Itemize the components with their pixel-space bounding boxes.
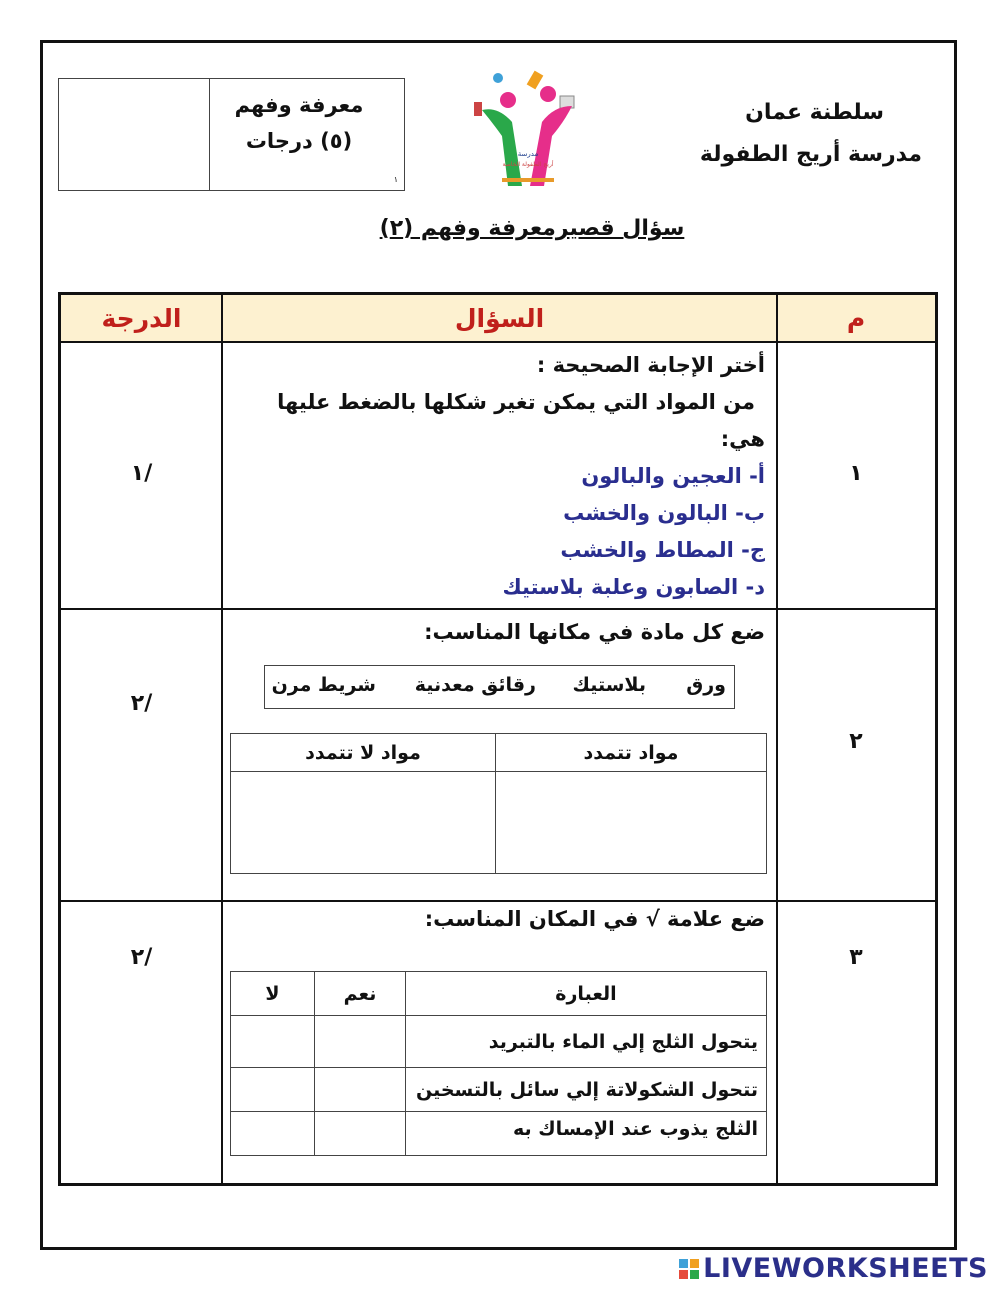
school-name: مدرسة أريج الطفولة	[699, 142, 922, 167]
logo-text-1: مدرسة	[517, 150, 539, 158]
q3-instruction: ضع علامة √ في المكان المناسب:	[424, 907, 765, 931]
score-tick: ١	[393, 175, 398, 184]
no-cell[interactable]	[231, 1016, 315, 1068]
yes-cell[interactable]	[315, 1068, 406, 1112]
liveworksheets-icon	[679, 1259, 699, 1279]
yes-cell[interactable]	[315, 1112, 406, 1156]
word-item[interactable]: ورق	[686, 674, 726, 696]
header-question: السؤال	[222, 295, 777, 343]
col-expand: مواد تتمدد	[496, 734, 767, 772]
statement: الثلج يذوب عند الإمساك به	[406, 1112, 767, 1156]
q2-grade: ٢/	[130, 691, 153, 716]
row-divider	[61, 608, 935, 610]
q1-option[interactable]: ب- البالون والخشب	[563, 501, 765, 525]
word-item[interactable]: رقائق معدنية	[414, 674, 536, 696]
col-statement: العبارة	[406, 972, 767, 1016]
col-no: لا	[231, 972, 315, 1016]
score-box-divider	[209, 79, 210, 190]
statement: يتحول الثلج إلي الماء بالتبريد	[406, 1016, 767, 1068]
q1-body	[245, 347, 765, 606]
q3-grade: ٢/	[130, 945, 153, 970]
q3-number: ٣	[849, 945, 863, 970]
header-number: م	[777, 295, 935, 343]
word-bank	[264, 665, 735, 709]
q1-option[interactable]: أ- العجين والبالون	[581, 464, 765, 488]
school-logo-icon	[468, 66, 588, 196]
q2-instruction: ضع كل مادة في مكانها المناسب:	[424, 620, 765, 644]
school-heading	[700, 92, 922, 176]
logo-text-2: أريج الطفولة الخاصة	[502, 161, 554, 168]
q1-stem: من المواد التي يمكن تغير شكلها بالضغط عليها	[277, 390, 755, 414]
word-item[interactable]: شريط مرن	[271, 674, 376, 696]
country-name: سلطنة عمان	[745, 100, 884, 125]
statement: تتحول الشكولاتة إلي سائل بالتسخين	[406, 1068, 767, 1112]
q1-option[interactable]: ج- المطاط والخشب	[560, 538, 765, 562]
school-logo	[468, 66, 588, 196]
page-title: سؤال قصيرمعرفة وفهم (٢)	[379, 216, 685, 241]
no-cell[interactable]	[231, 1112, 315, 1156]
row-divider	[61, 900, 935, 902]
no-cell[interactable]	[231, 1068, 315, 1112]
sort-table	[230, 733, 767, 874]
check-table	[230, 971, 767, 1156]
score-box	[58, 78, 405, 191]
col-yes: نعم	[315, 972, 406, 1016]
liveworksheets-brand: LIVEWORKSHEETS	[703, 1253, 988, 1284]
questions-table	[58, 292, 938, 1186]
q1-stem-end: هي:	[720, 427, 765, 451]
column-divider	[221, 295, 223, 1183]
q1-option[interactable]: د- الصابون وعلبة بلاستيك	[502, 575, 765, 599]
q2-number: ٢	[849, 729, 863, 754]
col-not-expand: مواد لا تتمدد	[231, 734, 496, 772]
score-label: معرفة وفهم (٥) درجات	[234, 93, 364, 153]
q1-instruction: أختر الإجابة الصحيحة :	[536, 353, 765, 377]
liveworksheets-logo	[679, 1253, 988, 1284]
drop-zone-not-expand[interactable]	[231, 772, 496, 874]
yes-cell[interactable]	[315, 1016, 406, 1068]
drop-zone-expand[interactable]	[496, 772, 767, 874]
q1-grade: ١/	[130, 461, 153, 486]
word-item[interactable]: بلاستيك	[572, 674, 646, 696]
q1-number: ١	[849, 461, 863, 486]
header-grade: الدرجة	[61, 295, 222, 343]
